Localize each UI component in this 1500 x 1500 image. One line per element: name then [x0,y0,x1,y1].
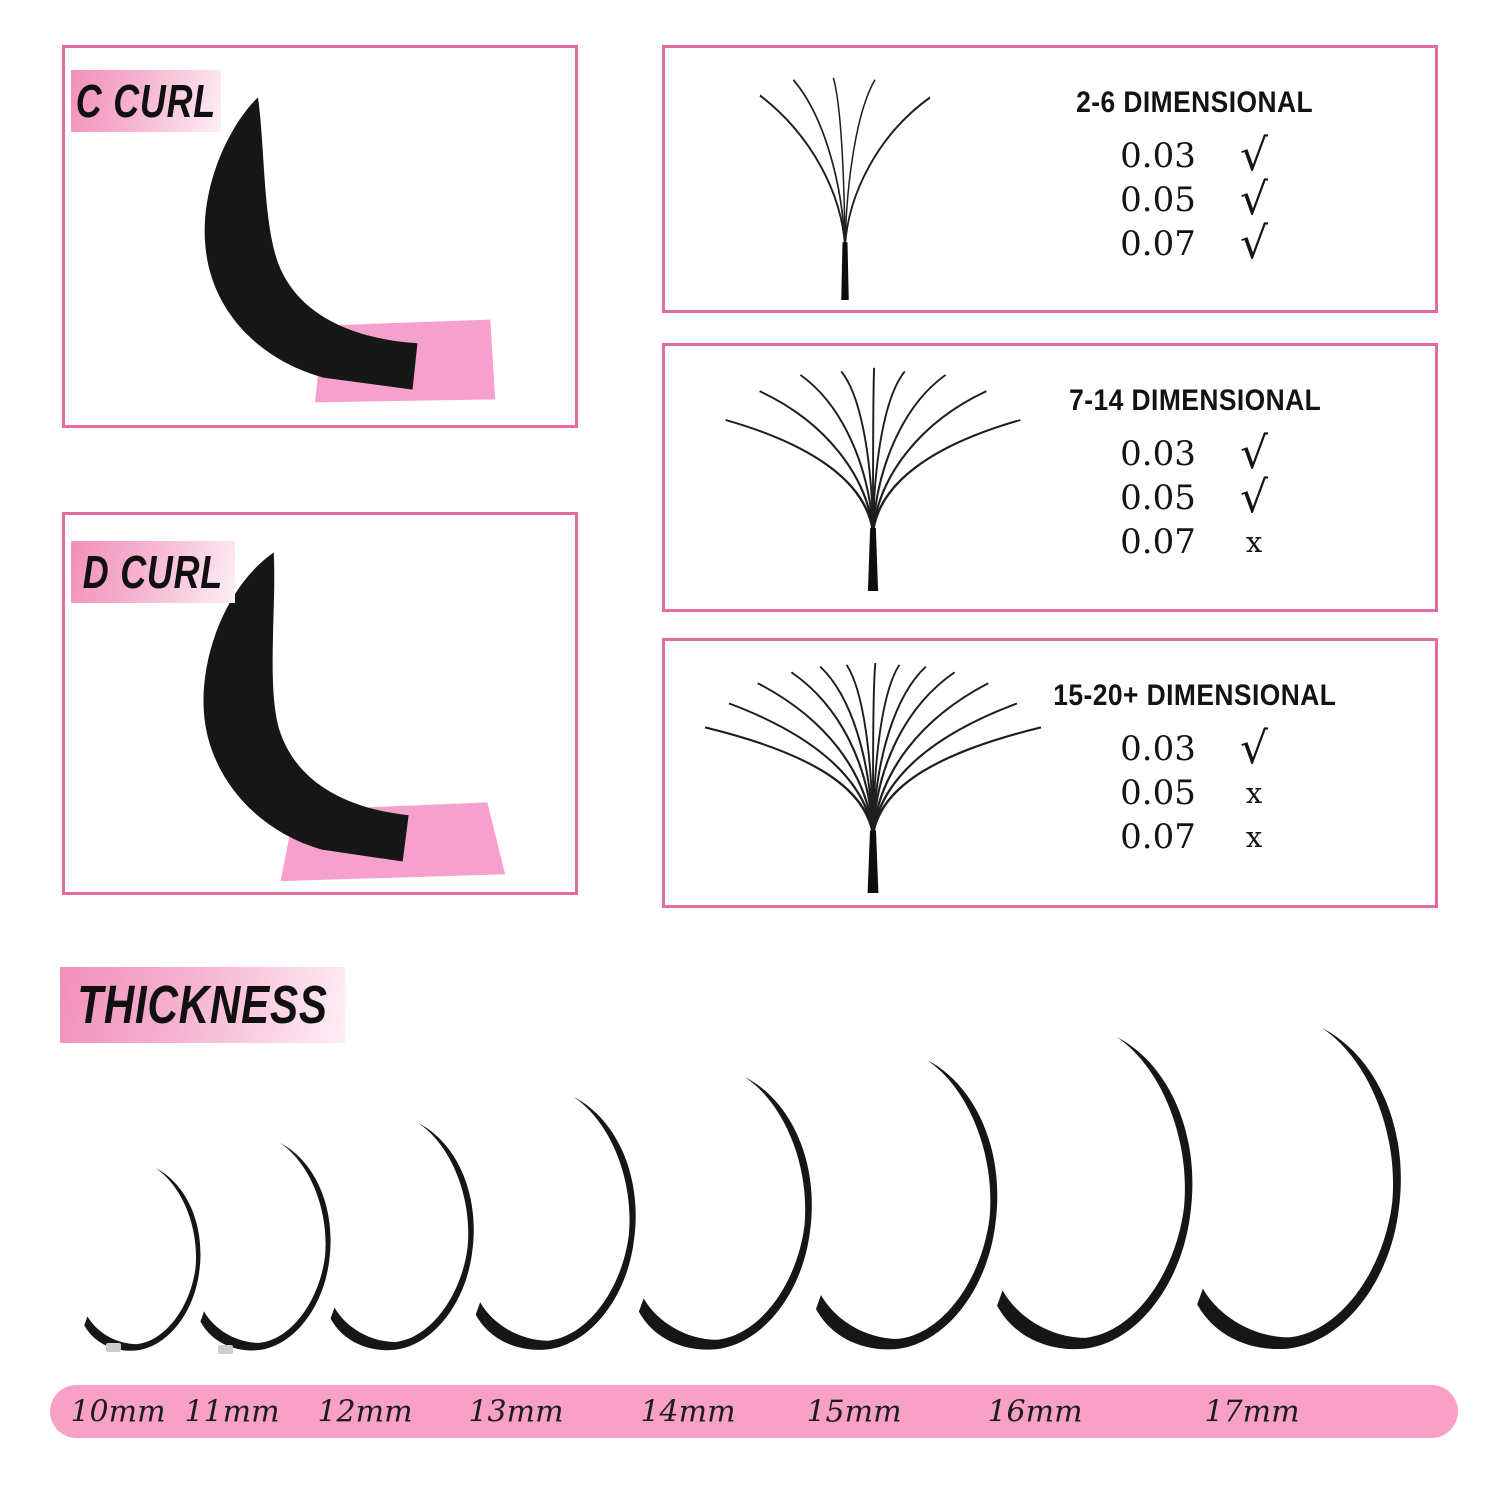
panel-15-20-text [985,679,1405,859]
lash-curve-15mm [814,1060,1009,1353]
dimension-row [985,815,1405,859]
c-curl-label [71,70,221,132]
availability-mark: √ [1239,130,1269,181]
thickness-value: 0.03 [1120,136,1196,176]
d-curl-card [62,512,578,895]
panel-15-20-title: 15-20+ DIMENSIONAL [1053,679,1337,712]
dimension-row [985,428,1405,479]
thickness-value: 0.05 [1120,478,1196,518]
length-label: 17mm [1204,1394,1300,1429]
d-curl-label [71,541,235,603]
panel-7-14-rows [985,428,1405,564]
availability-mark: x [1245,820,1263,854]
thickness-value: 0.03 [1120,729,1196,769]
lash-clip-dot [218,1345,233,1354]
length-label: 11mm [184,1394,280,1429]
availability-mark: √ [1239,174,1269,225]
length-label: 14mm [640,1394,736,1429]
thickness-value: 0.07 [1120,817,1196,857]
lash-curve-17mm [1195,1028,1414,1353]
lash-curve-12mm [329,1123,483,1353]
availability-mark: x [1245,776,1263,810]
availability-mark: √ [1239,723,1269,774]
panel-7-14-dimensional [662,343,1438,612]
length-label: 10mm [70,1394,166,1429]
thickness-heading-text: THICKNESS [77,975,328,1035]
thickness-value: 0.05 [1120,180,1196,220]
thickness-value: 0.07 [1120,224,1196,264]
thickness-heading [60,967,345,1043]
dimension-row [985,130,1405,181]
c-curl-card [62,45,578,428]
c-curl-label-text: C CURL [75,75,217,127]
availability-mark: √ [1239,472,1269,523]
dimension-row [985,520,1405,564]
dimension-row [985,472,1405,523]
lash-curve-10mm [83,1168,208,1353]
dimension-row [985,771,1405,815]
lash-clip-dot [106,1343,121,1352]
lash-curve-13mm [474,1097,646,1353]
availability-mark: x [1245,525,1263,559]
d-curl-label-text: D CURL [82,546,224,598]
lash-curve-11mm [199,1143,339,1353]
length-bar [50,1385,1458,1438]
thickness-value: 0.05 [1120,773,1196,813]
dimension-row [985,174,1405,225]
availability-mark: √ [1239,218,1269,269]
lash-curve-14mm [637,1077,823,1353]
length-label: 15mm [806,1394,902,1429]
availability-mark: √ [1239,428,1269,479]
panel-15-20-rows [985,723,1405,859]
c-curl-lash [205,97,418,389]
dimension-row [985,723,1405,774]
panel-2-6-rows [985,130,1405,269]
panel-2-6-title: 2-6 DIMENSIONAL [1076,86,1314,119]
panel-2-6-dimensional [662,45,1438,313]
lash-curve-16mm [995,1037,1205,1353]
panel-15-20-dimensional [662,638,1438,908]
panel-2-6-text [985,86,1405,269]
dimension-row [985,218,1405,269]
lash-fan-icon [720,70,970,300]
panel-7-14-title: 7-14 DIMENSIONAL [1068,384,1322,417]
length-label: 12mm [317,1394,413,1429]
length-label: 16mm [987,1394,1083,1429]
thickness-value: 0.07 [1120,522,1196,562]
length-label: 13mm [468,1394,564,1429]
panel-7-14-text [985,384,1405,564]
thickness-value: 0.03 [1120,434,1196,474]
